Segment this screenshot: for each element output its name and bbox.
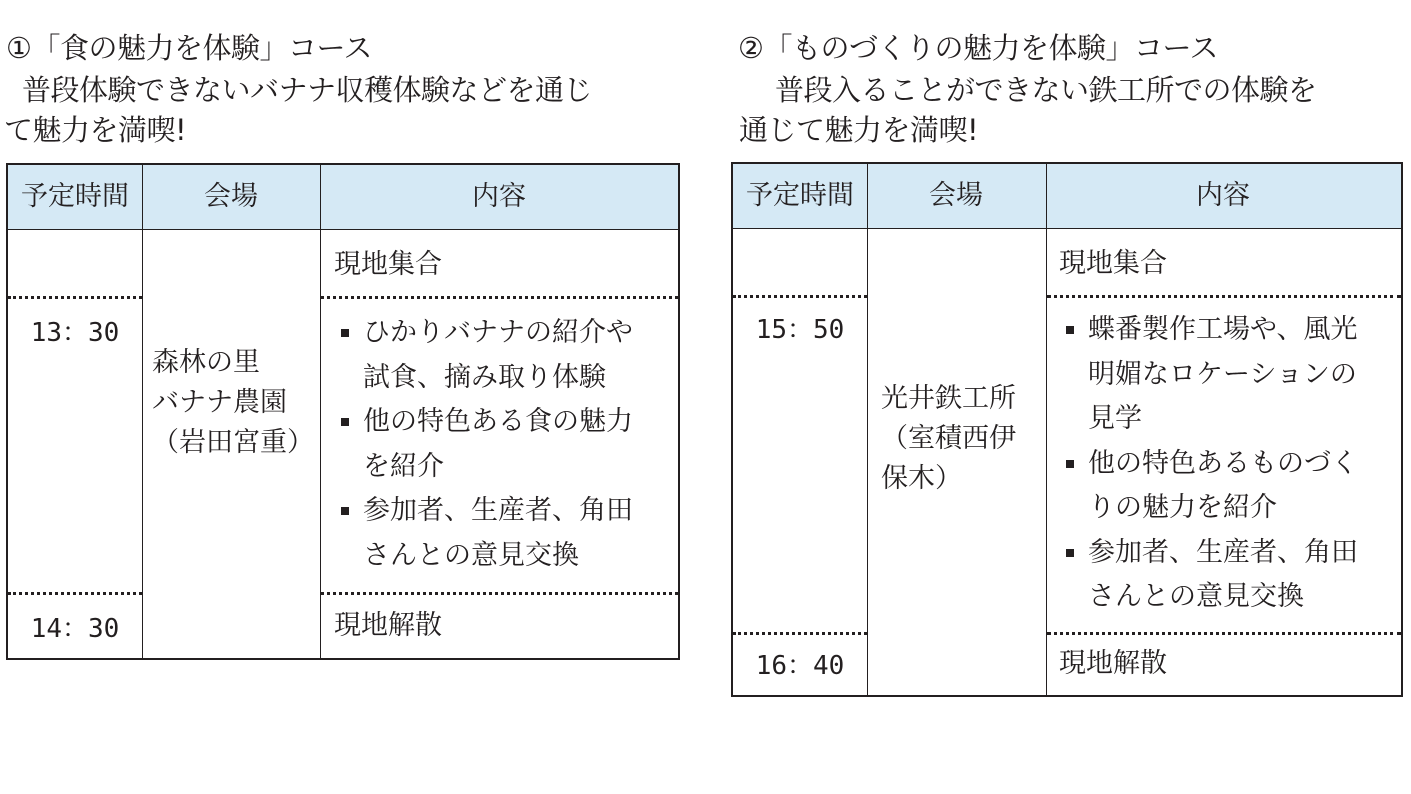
- row-divider-dotted: [321, 592, 678, 595]
- venue-line: （室積西伊: [881, 423, 1016, 454]
- header-content: 内容: [1196, 180, 1250, 211]
- course-2-table-header: [733, 164, 1401, 229]
- list-item: 参加者、生産者、角田 さんとの意見交換: [338, 489, 668, 578]
- course-1-table-header: [8, 165, 678, 230]
- row-divider-dotted: [1047, 295, 1401, 298]
- content-gather: 現地集合: [334, 249, 442, 280]
- column-divider: [867, 164, 868, 695]
- header-content: 内容: [472, 181, 526, 212]
- header-time: 予定時間: [746, 180, 854, 211]
- course-1-schedule-table: [6, 163, 680, 660]
- row-divider-dotted: [733, 632, 867, 635]
- column-divider: [142, 165, 143, 658]
- end-time: 14：30: [30, 614, 120, 644]
- list-item: 蝶番製作工場や、風光 明媚なロケーションの 見学: [1063, 308, 1383, 442]
- course-1-title: ①「食の魅力を体験」コース: [6, 31, 373, 65]
- content-bullet-list: [338, 311, 668, 578]
- list-item: 他の特色ある食の魅力 を紹介: [338, 400, 668, 489]
- content-disperse: 現地解散: [334, 610, 442, 641]
- square-bullet-icon: [341, 418, 349, 426]
- list-item: ひかりバナナの紹介や 試食、摘み取り体験: [338, 311, 668, 400]
- course-2-schedule-table: [731, 162, 1403, 697]
- header-venue: 会場: [929, 180, 983, 211]
- course-2-description-line-2: 通じて魅力を満喫!: [739, 113, 979, 147]
- square-bullet-icon: [1066, 326, 1074, 334]
- course-1-description-line-1: 普段体験できないバナナ収穫体験などを通じ: [22, 73, 593, 107]
- end-time: 16：40: [755, 651, 845, 681]
- row-divider-dotted: [8, 296, 142, 299]
- header-time: 予定時間: [21, 181, 129, 212]
- start-time: 15：50: [755, 315, 845, 345]
- square-bullet-icon: [341, 507, 349, 515]
- venue-line: 光井鉄工所: [881, 383, 1016, 414]
- column-divider: [320, 165, 321, 658]
- square-bullet-icon: [341, 329, 349, 337]
- venue-name: [881, 379, 1041, 499]
- venue-line: バナナ農園: [152, 387, 287, 418]
- venue-line: 森林の里: [152, 347, 260, 378]
- start-time: 13：30: [30, 318, 120, 348]
- content-disperse: 現地解散: [1059, 648, 1167, 679]
- course-2-description-line-1: 普段入ることができない鉄工所での体験を: [775, 73, 1317, 107]
- venue-line: （岩田宮重）: [152, 427, 314, 458]
- venue-name: [152, 343, 320, 463]
- content-gather: 現地集合: [1059, 248, 1167, 279]
- header-venue: 会場: [204, 181, 258, 212]
- course-1-description-line-2: て魅力を満喫!: [4, 113, 187, 147]
- list-item: 参加者、生産者、角田 さんとの意見交換: [1063, 531, 1383, 620]
- content-bullet-list: [1063, 308, 1383, 620]
- row-divider-dotted: [321, 296, 678, 299]
- venue-line: 保木）: [881, 463, 962, 494]
- list-item: 他の特色あるものづく りの魅力を紹介: [1063, 442, 1383, 531]
- row-divider-dotted: [733, 295, 867, 298]
- course-2-title: ②「ものづくりの魅力を体験」コース: [738, 31, 1219, 65]
- square-bullet-icon: [1066, 549, 1074, 557]
- row-divider-dotted: [1047, 632, 1401, 635]
- column-divider: [1046, 164, 1047, 695]
- row-divider-dotted: [8, 592, 142, 595]
- square-bullet-icon: [1066, 460, 1074, 468]
